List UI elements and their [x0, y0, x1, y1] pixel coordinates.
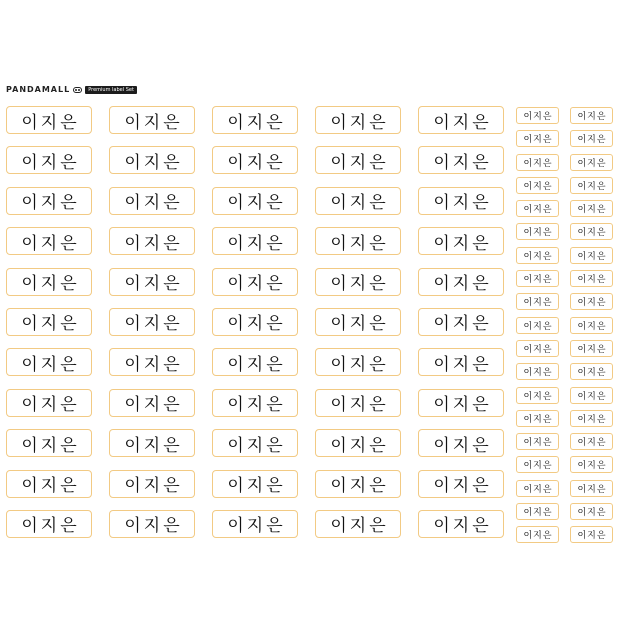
large-name-label: 이지은 [6, 389, 92, 417]
small-name-label: 이지은 [570, 526, 613, 543]
small-name-label: 이지은 [516, 247, 559, 264]
small-name-label: 이지은 [516, 154, 559, 171]
large-name-label: 이지은 [6, 470, 92, 498]
small-name-label: 이지은 [570, 317, 613, 334]
small-name-label: 이지은 [516, 200, 559, 217]
large-name-label: 이지은 [418, 268, 504, 296]
large-name-label: 이지은 [315, 146, 401, 174]
large-name-label: 이지은 [212, 308, 298, 336]
small-name-label: 이지은 [516, 130, 559, 147]
panda-icon [73, 87, 82, 93]
large-name-label: 이지은 [418, 308, 504, 336]
large-name-label: 이지은 [315, 106, 401, 134]
small-name-label: 이지은 [516, 526, 559, 543]
small-name-label: 이지은 [570, 223, 613, 240]
small-name-label: 이지은 [570, 200, 613, 217]
large-name-label: 이지은 [418, 146, 504, 174]
large-name-label: 이지은 [212, 470, 298, 498]
large-name-label: 이지은 [6, 187, 92, 215]
large-name-label: 이지은 [109, 470, 195, 498]
large-name-label: 이지은 [109, 348, 195, 376]
small-name-label: 이지은 [516, 363, 559, 380]
large-name-label: 이지은 [6, 146, 92, 174]
large-name-label: 이지은 [418, 227, 504, 255]
small-name-label: 이지은 [570, 270, 613, 287]
small-name-label: 이지은 [570, 247, 613, 264]
large-name-label: 이지은 [6, 308, 92, 336]
brand-tag: Premium label Set [85, 86, 137, 94]
small-name-label: 이지은 [570, 340, 613, 357]
large-name-label: 이지은 [315, 348, 401, 376]
small-label-grid [516, 107, 613, 543]
small-name-label: 이지은 [516, 480, 559, 497]
small-name-label: 이지은 [516, 270, 559, 287]
small-name-label: 이지은 [516, 107, 559, 124]
small-name-label: 이지은 [516, 177, 559, 194]
large-name-label: 이지은 [212, 268, 298, 296]
small-name-label: 이지은 [570, 130, 613, 147]
small-name-label: 이지은 [570, 387, 613, 404]
small-name-label: 이지은 [570, 456, 613, 473]
brand-name: PANDAMALL [6, 85, 71, 94]
small-name-label: 이지은 [516, 317, 559, 334]
small-name-label: 이지은 [570, 154, 613, 171]
large-name-label: 이지은 [418, 429, 504, 457]
large-name-label: 이지은 [6, 268, 92, 296]
large-name-label: 이지은 [212, 348, 298, 376]
large-name-label: 이지은 [315, 389, 401, 417]
large-name-label: 이지은 [109, 227, 195, 255]
large-name-label: 이지은 [109, 389, 195, 417]
large-name-label: 이지은 [315, 187, 401, 215]
large-name-label: 이지은 [212, 187, 298, 215]
large-name-label: 이지은 [6, 106, 92, 134]
large-name-label: 이지은 [418, 510, 504, 538]
large-name-label: 이지은 [418, 187, 504, 215]
large-name-label: 이지은 [212, 429, 298, 457]
large-name-label: 이지은 [418, 389, 504, 417]
large-name-label: 이지은 [212, 510, 298, 538]
small-name-label: 이지은 [570, 503, 613, 520]
small-name-label: 이지은 [570, 433, 613, 450]
small-name-label: 이지은 [570, 107, 613, 124]
brand-logo [6, 85, 137, 94]
large-name-label: 이지은 [109, 146, 195, 174]
large-name-label: 이지은 [212, 146, 298, 174]
large-name-label: 이지은 [418, 106, 504, 134]
large-name-label: 이지은 [6, 227, 92, 255]
large-name-label: 이지은 [109, 268, 195, 296]
large-name-label: 이지은 [315, 470, 401, 498]
small-name-label: 이지은 [570, 480, 613, 497]
large-name-label: 이지은 [212, 227, 298, 255]
small-name-label: 이지은 [570, 363, 613, 380]
large-name-label: 이지은 [315, 510, 401, 538]
large-name-label: 이지은 [418, 348, 504, 376]
large-name-label: 이지은 [315, 227, 401, 255]
large-label-grid [6, 106, 504, 538]
large-name-label: 이지은 [6, 348, 92, 376]
small-name-label: 이지은 [516, 387, 559, 404]
large-name-label: 이지은 [109, 510, 195, 538]
large-name-label: 이지은 [315, 429, 401, 457]
small-name-label: 이지은 [516, 410, 559, 427]
small-name-label: 이지은 [570, 410, 613, 427]
large-name-label: 이지은 [212, 106, 298, 134]
large-name-label: 이지은 [109, 106, 195, 134]
small-name-label: 이지은 [516, 456, 559, 473]
small-name-label: 이지은 [516, 433, 559, 450]
large-name-label: 이지은 [109, 429, 195, 457]
small-name-label: 이지은 [570, 177, 613, 194]
large-name-label: 이지은 [6, 429, 92, 457]
large-name-label: 이지은 [212, 389, 298, 417]
small-name-label: 이지은 [516, 503, 559, 520]
large-name-label: 이지은 [109, 308, 195, 336]
large-name-label: 이지은 [6, 510, 92, 538]
small-name-label: 이지은 [516, 293, 559, 310]
small-name-label: 이지은 [570, 293, 613, 310]
large-name-label: 이지은 [315, 308, 401, 336]
small-name-label: 이지은 [516, 223, 559, 240]
small-name-label: 이지은 [516, 340, 559, 357]
large-name-label: 이지은 [315, 268, 401, 296]
large-name-label: 이지은 [109, 187, 195, 215]
large-name-label: 이지은 [418, 470, 504, 498]
